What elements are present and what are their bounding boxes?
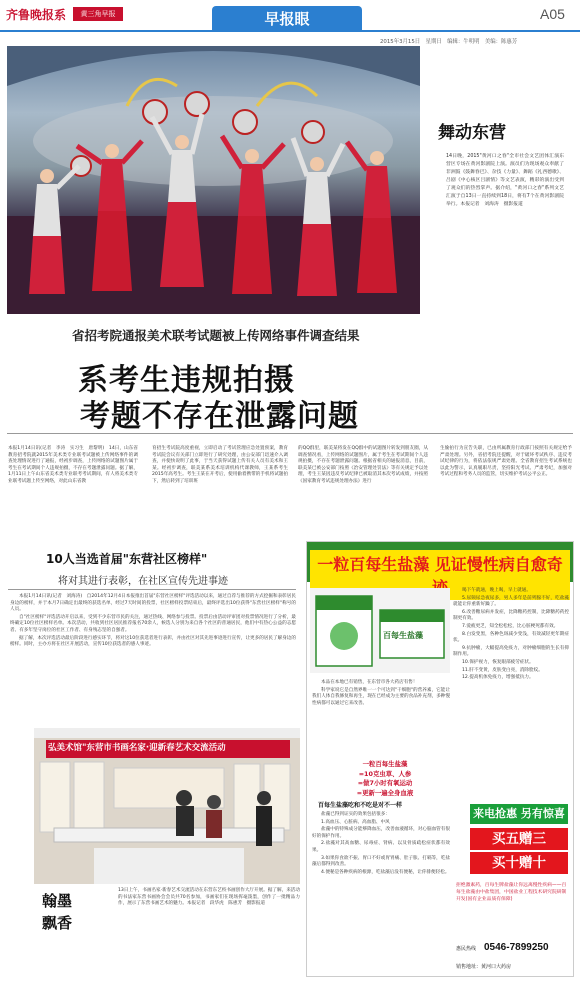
paragraph: 本品在本地已有销售，在东营市各大药店有售！ [321,680,418,685]
list-item: 盐藻中的特殊成分能够降血压，改善血液循环，对心脑血管有很好的保护作用。 [312,827,450,839]
ad-faq-title: 百每生盐藻吃和不吃是对不一样 [318,802,403,809]
ad-faq-list [312,812,450,877]
ad-note: 拒绝激素药，百每生牌盐藻让你远离慢性疾病——百每生盐藻由中盐集团，中国盐业工程技术研究院研制开发(国有企业品质有保障) [456,883,567,902]
formula-line: 一粒百每生盐藻 [362,760,408,768]
photo-headline: 舞动东营 [438,123,506,143]
calligraphy-event-photo [34,728,300,884]
article-column: 本报1月14日讯(记者 李涛 实习生 唐黎明) 14日，山东省教育招考院就2015年美术类专业联考试题被上传网络事件的调查处理情况进行了通报，经初步调查，上传网络的试题图片属于考生在考试期间个人违规拍摄，不存在考题泄露问题。据了解，1月11日上午山东省美术类专业联考考试期间，有人将美术类专业联考试题上传至网络，对此山东省教 [8,446,138,484]
community-body [10,594,296,650]
list-item: 3.如果你食欲不振、胃口不好或胃胃痛、肚子胀、打嗝等，吃盐藻后都得到改善。 [312,855,450,868]
formula-line: =10克虫草、人参 [358,769,412,778]
list-item: 2.盐藻对其高血糖、尿毒症、肾病、以及骨质疏松症状都有效果。 [312,841,450,853]
ad-intro-text [312,680,450,708]
list-item: 6.改善糖尿病并发症，比降糖药控制，比降糖药药控制更有效。 [453,609,569,622]
formula-line: =做7小时有氧运动 [357,779,413,787]
divider [7,433,573,434]
hotline-label: 惠民热线 [456,946,477,952]
newspaper-logo: 齐鲁晚报系 [6,8,67,22]
formula-line: =更新一遍全身血液 [356,788,414,797]
list-item: 12.提高机体免疫力，增强抵抗力。 [462,675,534,681]
promo-label: 来电抢惠 另有惊喜 [470,804,568,824]
list-item: 5.尿频尿急夜尿多，男人多年是前列腺不好，吃盐藻就能让你重新好躁了。 [453,595,569,608]
divider [8,589,296,590]
calligraphy-headline-line-1: 翰墨 [42,892,73,910]
edition-badge: 黄三角早报 [73,7,123,21]
promo-offer-1: 买五赠三 [470,828,568,850]
dance-performance-photo [7,46,420,314]
article-headline-line-1: 系考生违规拍摄 [78,363,295,398]
article-column: 生偷拍行为宣告失职，已由所属教育行政部门按照有关规定给予严肃处理。另外，省招考院还提醒，对于破坏考试秩序、违反考试纪律的行为，将依法依规严肃处理。全省教育招生考试系统也以此为警示，认真履职尽责，坚持阳光考试、严肃考纪，加强对考试过程和考务人员的监管，切实维护考试公平公正。 [440,446,572,478]
list-item: 1.高血压、心脏病、高血脂、中风 [321,819,390,825]
list-item: 9.抗肿瘤，大幅提高免疫力，对肿瘤细胞的生长有抑制作用。 [453,645,569,658]
community-subheadline: 将对其进行表彰，在社区宣传先进事迹 [58,576,228,587]
list-item: 盐藻已得到证实的效果包括很多： [321,812,390,817]
list-item: 喝下午就通，晚上喝，早上就通。 [462,588,531,593]
paragraph: 据了解，本次评选活动最后阶段进行感实环节，将对这10位获选者进行表彰，并由社区对其先进事迹进行宣传，让更多的居民了解身边的榜样。同时，主办方将在社区开展活动，宣传10位获选者的感人事迹。 [10,635,296,648]
list-item: 7.爱疲更乏，知全松松松，比心脏梗死都有效。 [462,623,559,629]
section-title: 早报眼 [212,6,362,32]
article-column: 育招生考试院高度重视，立即启动了考试管理应急处置预案，教育考试院会议有关部门立即进行了研究处理，由公安部门迅速介入调查，并使快说明了此事，于当天获得试题上传有关人员有美术和王某。经初步调查，联美某系美术培训机构代课教师，王某系考生2015年高考生。考生王某在开考后，使用偷着携带的手机将试题拍下，然后转到了培训班 [152,446,288,484]
calligraphy-headline-line-2: 飘香 [42,914,73,932]
hotline-number: 0546-7899250 [484,942,549,953]
paragraph: 自"社区榜样"评选活动开启以来，受到不少东营市民的关注，通过热线、网络参与投票。投票后由活动评审团对投票情况进行了分析，最终确定10位社区榜样名单。本次活动，共收到社区居民推荐报名70余人，候选人分别为来自各个社区的普通居民，他们中有热心公益的志愿者、有多年坚守岗位的社区工作者、有身残志坚的自强者。 [10,614,296,633]
product-box-image [310,588,450,673]
event-banner: 弘美术馆"东营市书画名家·迎新春艺术交流活动 [48,743,226,753]
ad-benefits-list [453,588,569,683]
paragraph: 科学家说它是自然界唯一一个可达到"干细胞"的营养素，它能让我们人体自我修复和再生，现在已经成为主要的食品补充剂，多种慢性病都可以通过它来改善。 [312,687,450,706]
ad-formula [330,760,440,798]
paragraph: 本报1月14日讯(记者 刘海涛) 自2014年12月4日本报推出首届"东营社区榜样"评选活动以来，通过自荐与推荐的方式挖掘和表彰居民身边的榜样，并于本月7日确定出最终的获选名单，经过7天时间的投票，社区榜样投票结束后，最终评选出10位获得"东营社区榜样"称号的人员。 [10,594,296,613]
page-number: A05 [540,6,565,22]
dateline: 2015年3月15日 星期日 编辑：牛明明 美编：陈惠芳 [380,39,518,45]
calligraphy-caption: 13日上午，书画名家·新春艺术交流活动在东营东艺校书画创作大厅开展。据了解，来活动的书法家东营书画协会会员共70名参加，书画家们在现场挥毫泼墨，创作了一批精品力作，展示了东营书画艺术的魅力。本报记者 段华虎 陈惠芳 摄影报道 [118,888,300,907]
photo-caption: 14日晚，2015"黄河口之春"全市社会文艺团体汇演东营区专场在黄河影剧院上演。演员们为现场观众奉献了非洲鼓《鼓舞春巴》、杂技《力量》、舞蹈《礼西德歌》、吕剧《中心核区吕剧情》等文艺表演，精彩的演出受到了观众们的热烈掌声。据介绍，"黄河口之春"系列文艺汇演于自13日一直持续到18日，将有7个在黄河影剧院举行。本报记者 刘海涛 摄影报道 [446,154,564,207]
list-item: 4.便秘是各种疾病的根源，吃盐藻后没有便秘，让你排便轻松。 [321,869,450,875]
community-headline: 10人当选首届"东营社区榜样" [46,552,208,566]
article-column: 的QQ群里，联美某将发在QQ群中的试题图片转发到朋友圈，从调查情况看，上传网络的试题图片，属于考生在考试期间个人违规拍摄，不存在考题泄露问题。根据省相关的通报消息，目前，联美某已被公安部门按照《治安管理处罚法》等有关规定予以处理，考生王某因违反考试纪律已被取消其本次考试成绩，并按照《国家教育考试违规处理办法》进行 [298,446,428,484]
ad-headline: 一粒百每生盐藻 见证慢性病自愈奇 [310,550,570,600]
promo-offer-2: 买十赠十 [470,852,568,874]
sales-address: 销售地址：黄河口大药房 [456,964,512,970]
product-label: 百每生盐藻 [383,631,423,640]
article-headline-line-2: 考题不存在泄露问题 [80,399,359,434]
list-item: 11.肝不变黄，皮肤变白亮，消除脸纹。 [462,667,543,673]
list-item: 8.白发变黑，各种色斑减少变浅，有效减轻更年期症状。 [453,631,569,644]
article-kicker: 省招考院通报美术联考试题被上传网络事件调查结果 [72,328,360,343]
list-item: 10.保护视力，恢复眼部疲劳症状。 [462,659,534,665]
